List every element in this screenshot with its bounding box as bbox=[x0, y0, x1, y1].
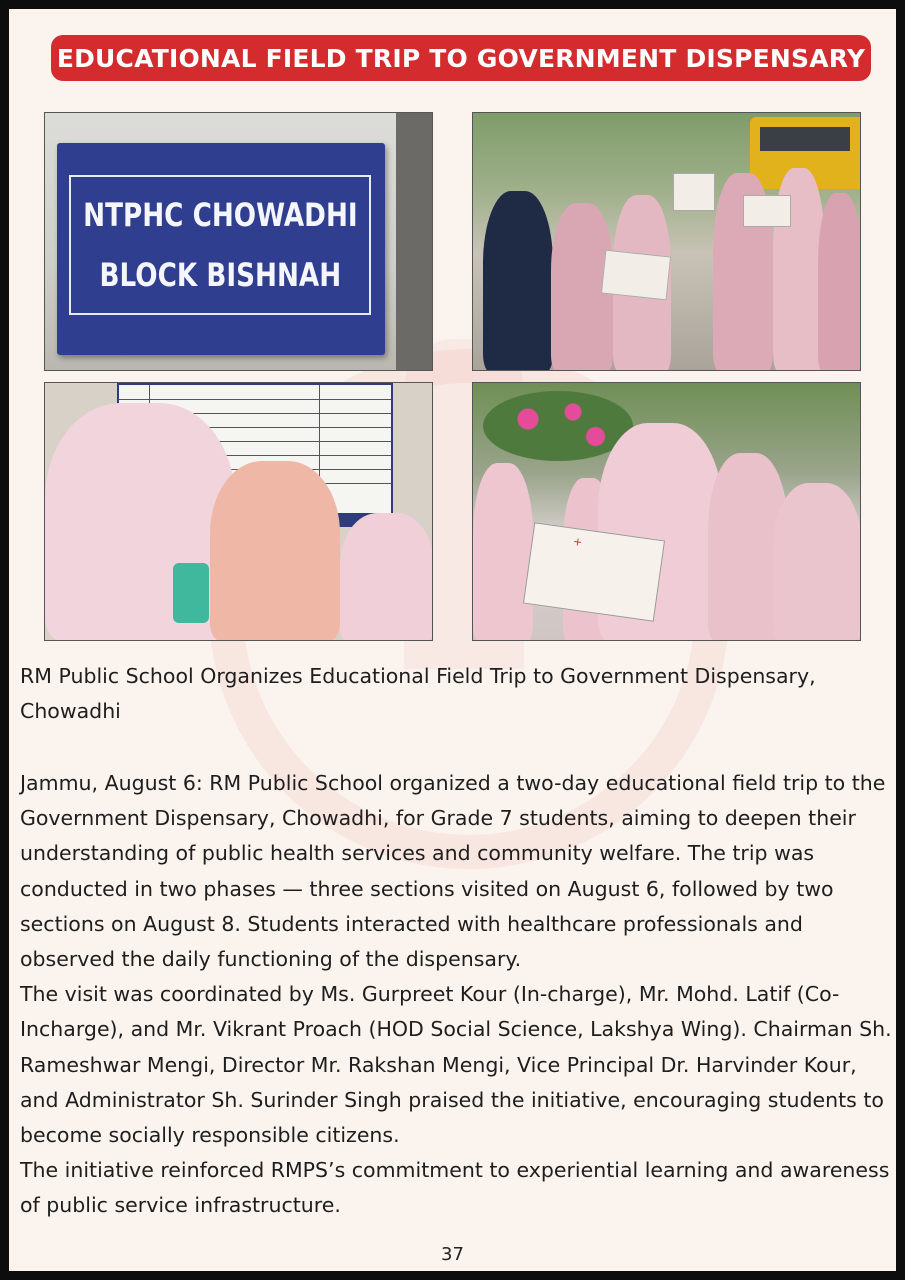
article-paragraph: The initiative reinforced RMPS’s commitment to experiential learning and awareness of public service infrastructure. bbox=[20, 1158, 890, 1218]
student-figure bbox=[773, 483, 861, 641]
teacher-figure bbox=[210, 461, 340, 641]
sign-board bbox=[57, 143, 385, 355]
water-bottle bbox=[173, 563, 209, 623]
photo-dispensary-chart bbox=[44, 382, 433, 641]
document-page bbox=[9, 9, 896, 1271]
placard bbox=[601, 250, 671, 301]
health-poster: + bbox=[523, 522, 665, 622]
student-figure bbox=[340, 513, 433, 641]
placard bbox=[743, 195, 791, 227]
article-paragraph: Jammu, August 6: RM Public School organized a two-day educational field trip to the Government Dispensary, Chowadhi, for Grade 7 students, aiming to deepen their understanding of public health services and community welfare. The trip was conducted in two phases — three sections visited on August 6, followed by two sections on August 8. Students interacted with healthcare professionals and observed the daily functioning of the dispensary. bbox=[20, 771, 886, 972]
page-title: EDUCATIONAL FIELD TRIP TO GOVERNMENT DISPENSARY bbox=[51, 35, 871, 81]
student-figure bbox=[473, 463, 533, 641]
photo-dispensary-sign bbox=[44, 112, 433, 371]
photo-students-health-chart bbox=[472, 382, 861, 641]
article-paragraph: The visit was coordinated by Ms. Gurpreet Kour (In-charge), Mr. Mohd. Latif (Co-Incharge), and Mr. Vikrant Proach (HOD Social Science, Lakshya Wing). Chairman Sh. Rameshwar Mengi, Director Mr. Rakshan Mengi, Vice Principal Dr. Harvinder Kour, and Administrator Sh. Surinder Singh praised the initiative, encouraging students to become socially responsible citizens. bbox=[20, 982, 892, 1148]
photo-students-march bbox=[472, 112, 861, 371]
student-figure bbox=[483, 191, 553, 371]
page-number: 37 bbox=[441, 1244, 464, 1265]
sign-line-2: BLOCK BISHNAH bbox=[99, 256, 341, 294]
article-headline: RM Public School Organizes Educational Field Trip to Government Dispensary, Chowadhi bbox=[20, 664, 816, 723]
sign-line-1: NTPHC CHOWADHI bbox=[82, 196, 358, 234]
placard bbox=[673, 173, 715, 211]
student-figure bbox=[818, 193, 861, 371]
article-body bbox=[20, 766, 892, 1224]
